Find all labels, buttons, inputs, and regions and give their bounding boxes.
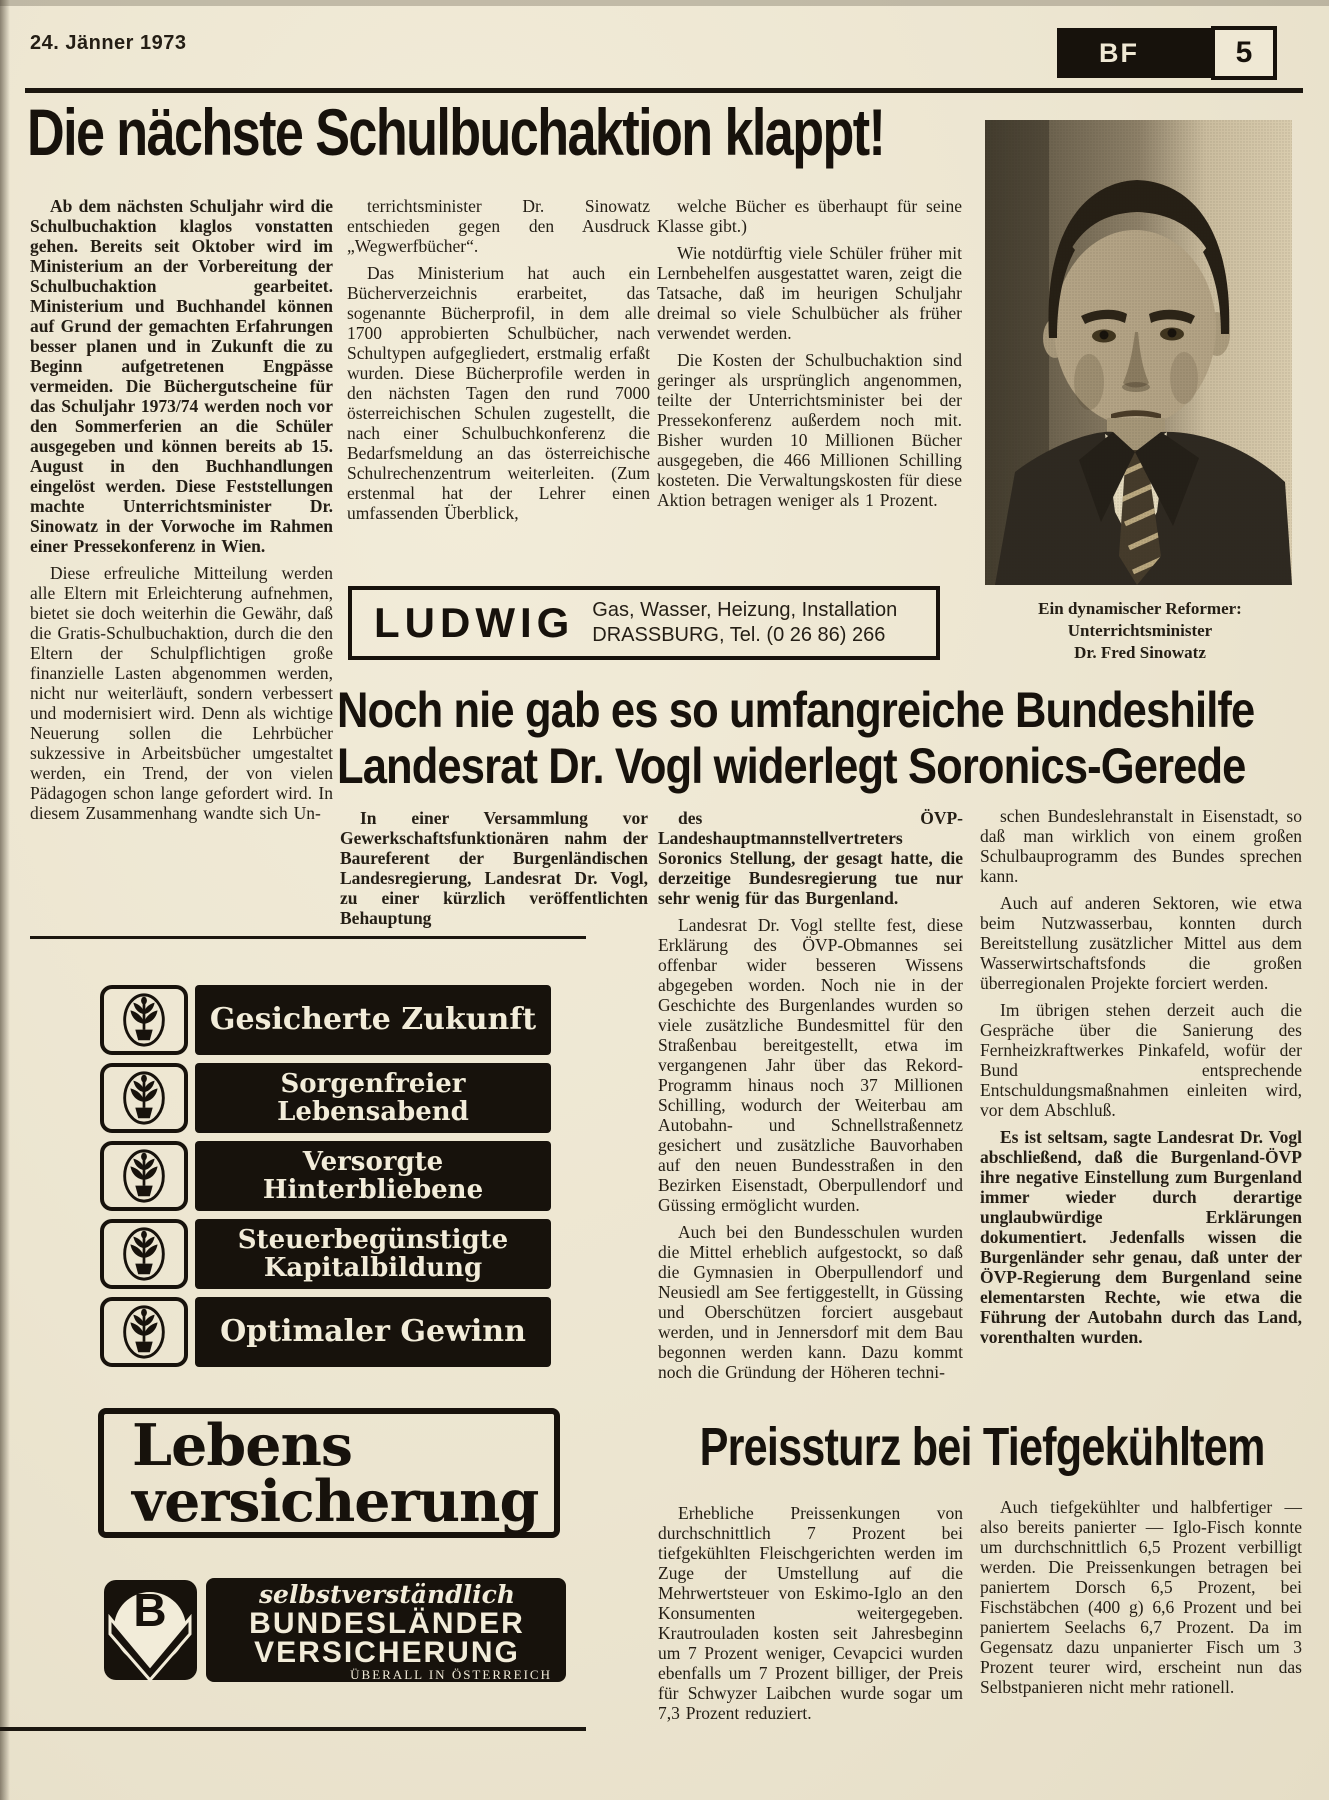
caption-line: Dr. Fred Sinowatz — [1074, 643, 1206, 662]
benefit-label: Gesicherte Zukunft — [209, 1001, 537, 1037]
portrait-photo — [985, 120, 1292, 585]
plant-icon — [115, 1303, 173, 1361]
brand-script-line: selbstverständlich — [258, 1580, 516, 1609]
plant-icon-box — [100, 1063, 188, 1133]
article3-column1 — [658, 1503, 963, 1730]
article1-paragraph: Wie notdürftig viele Schüler früher mit Lernbehelfen ausgestattet waren, zeigt die Tatsache, daß im heurigen Schuljahr dreimal so viele Schulbücher als früher verwendet werden. — [657, 243, 962, 343]
life-insurance-box — [98, 1408, 560, 1538]
portrait-photo-illustration — [985, 120, 1292, 585]
bundeslaender-banner — [206, 1578, 566, 1682]
article2-paragraph: Auch auf anderen Sektoren, wie etwa beim Nutzwasserbau, konnten durch Bereitstellung zusätzlicher Mittel aus dem Wasserwirtschaftsfonds die großen überregionalen Projekte forciert werden. — [980, 893, 1302, 993]
benefit-label: Lebensabend — [277, 1097, 469, 1127]
caption-line: Ein dynamischer Reformer: — [1038, 599, 1242, 618]
plant-icon-box — [100, 1141, 188, 1211]
life-insurance-line1: Lebens — [132, 1412, 352, 1479]
insurance-benefit-row — [100, 985, 551, 1055]
insurance-benefit-row — [100, 1297, 551, 1367]
article2-paragraph: Im übrigen stehen derzeit auch die Gespräche über die Sanierung des Fernheizkraftwerkes Pinkafeld, wofür der Bund entsprechende Entschuldungsmaßnahmen einleiten wird, vor dem Abschluß. — [980, 1000, 1302, 1120]
bv-logo — [102, 1578, 199, 1682]
insurance-benefit-banner — [195, 1219, 551, 1289]
bv-logo-letter: B — [133, 1584, 167, 1636]
article1-paragraph: welche Bücher es überhaupt für seine Klasse gibt.) — [657, 196, 962, 236]
article2-intro-column — [340, 808, 648, 935]
caption-line: Unterrichtsminister — [1067, 621, 1213, 640]
article2-column3 — [980, 806, 1302, 1354]
brand-name-line2: VERSICHERUNG — [254, 1636, 520, 1669]
section-code: BF — [1099, 37, 1139, 68]
ludwig-ad — [348, 586, 940, 660]
article3-headline: Preissturz bei Tiefgekühltem — [700, 1417, 1266, 1477]
benefit-label: Versorgte — [302, 1146, 444, 1177]
ludwig-ad-services: Gas, Wasser, Heizung, Installation — [592, 599, 898, 621]
article1-column2 — [347, 196, 650, 530]
article1-paragraph: Die Kosten der Schulbuchaktion sind geringer als ursprünglich angenommen, teilte der Unterrichtsminister bei der Pressekonferenz außerdem noch mit. Bisher wurden 10 Millionen Bücher ausgegeben, die 466 Millionen Schilling kosteten. Die Verwaltungskosten für diese Aktion betragen weniger als 1 Prozent. — [657, 350, 962, 510]
scan-edge-shadow — [0, 0, 10, 1800]
article2-paragraph: des ÖVP-Landeshauptmannstellvertreters Soronics Stellung, der gesagt hatte, die derzeitige Bundesregierung tue nur sehr wenig für das Burgenland. — [658, 808, 963, 908]
article2-headline — [337, 682, 1329, 794]
life-insurance-line2: versicherung — [132, 1468, 539, 1535]
insurance-benefit-banner — [195, 1297, 551, 1367]
ludwig-ad-logo: LUDWIG — [374, 599, 575, 646]
plant-icon-box — [100, 985, 188, 1055]
plant-icon — [115, 1147, 173, 1205]
article3-paragraph: Auch tiefgekühlter und halbfertiger — also bereits panierter — Iglo-Fisch konnte um durchschnittlich 6,5 Prozent verbilligt werden. Die Preissenkungen betragen bei paniertem Dorsch 6,5 Prozent, bei Fischstäbchen (400 g) 6,6 Prozent und bei paniertem Seelachs 6,7 Prozent. Da im Gegensatz dazu unpanierter Fisch um 3 Prozent teurer wird, erscheint nun das Selbstpanieren nicht mehr rationell. — [980, 1497, 1302, 1697]
ludwig-ad-contact — [592, 598, 897, 648]
plant-icon — [115, 1225, 173, 1283]
benefit-label: Kapitalbildung — [263, 1253, 483, 1283]
ludwig-ad-phone: DRASSBURG, Tel. (0 26 86) 266 — [592, 624, 886, 646]
plant-icon — [115, 991, 173, 1049]
page-number: 5 — [1215, 30, 1273, 76]
insurance-benefit-banner — [195, 985, 551, 1055]
article3-paragraph: Erhebliche Preissenkungen von durchschnittlich 7 Prozent bei tiefgekühlten Fleischgerichten werden im Zuge der Umstellung auf die Mehrwertsteuer von Eskimo-Iglo an den Konsumenten weitergegeben. Krautrouladen kosten seit Jahresbeginn um 7 Prozent weniger, Cevapcici wurden ebenfalls um 7 Prozent billiger, der Preis für Schwyzer Laibchen wurde sogar um 7,3 Prozent reduziert. — [658, 1503, 963, 1723]
main-headline: Die nächste Schulbuchaktion klappt! — [27, 95, 885, 169]
article2-paragraph: Es ist seltsam, sagte Landesrat Dr. Vogl abschließend, daß die Burgenland-ÖVP ihre negative Einstellung zum Burgenland immer wieder durch derartige unglaubwürdige Erklärungen dokumentiert. Jedenfalls wissen die Burgenländer sehr genau, daß unter der ÖVP-Regierung dem Burgenland seine elementarsten Rechte, wie etwa die Führung der Autobahn durch das Land, vorenthalten wurden. — [980, 1127, 1302, 1347]
article2-column2 — [658, 808, 963, 1389]
photo-caption — [972, 598, 1308, 664]
insurance-benefit-row — [100, 1219, 551, 1289]
article1-paragraph: terrichtsminister Dr. Sinowatz entschieden gegen den Ausdruck „Wegwerfbücher“. — [347, 196, 650, 256]
bv-logo-icon — [102, 1578, 199, 1682]
article2-paragraph: schen Bundeslehranstalt in Eisenstadt, so daß man wirklich von einem großen Schulbauprogramm des Bundes sprechen kann. — [980, 806, 1302, 886]
article2-headline-line1: Noch nie gab es so umfangreiche Bundeshilfe — [337, 682, 1255, 738]
benefit-label: Optimaler Gewinn — [220, 1313, 526, 1349]
insurance-benefit-banner — [195, 1063, 551, 1133]
header-rule — [25, 88, 1303, 93]
page-date: 24. Jänner 1973 — [30, 32, 187, 54]
plant-icon-box — [100, 1297, 188, 1367]
plant-icon — [115, 1069, 173, 1127]
scan-top-shadow — [0, 0, 1329, 6]
article2-paragraph: In einer Versammlung vor Gewerkschaftsfunktionären nahm der Baureferent der Burgenländischen Landesregierung, Landesrat Dr. Vogl, zu einer kürzlich veröffentlichten Behauptung — [340, 808, 648, 928]
article1-paragraph: Diese erfreuliche Mitteilung werden alle Eltern mit Erleichterung aufnehmen, bietet sie doch weiterhin die Gewähr, daß die Gratis-Schulbuchaktion, durch die den Eltern der Schulpflichtigen große finanzielle Lasten abgenommen werden, nicht nur weiterläuft, sondern verbessert und modernisiert wird. Denn als wichtige Neuerung sollen die Lehrbücher sukzessive in Arbeitsbücher umgestaltet werden, ein Trend, der von vielen Pädagogen schon lange gefordert wird. In diesem Zusammenhang wandte sich Un- — [30, 563, 333, 823]
article2-headline-line2: Landesrat Dr. Vogl widerlegt Soronics-Gerede — [337, 738, 1246, 794]
article3-column2 — [980, 1497, 1302, 1704]
article1-paragraph: Ab dem nächsten Schuljahr wird die Schulbuchaktion klaglos vonstatten gehen. Bereits seit Oktober wird im Ministerium an der Vorbereitung der Schulbuchaktion gearbeitet. Ministerium und Buchhandel können auf Grund der gemachten Erfahrungen besser planen und in Zukunft die zu Beginn aufgetretenen Engpässe vermeiden. Die Büchergutscheine für das Schuljahr 1973/74 werden noch vor den Sommerferien an die Schüler ausgegeben und können bereits ab 15. August in den Buchhandlungen eingelöst werden. Diese Feststellungen machte Unterrichtsminister Dr. Sinowatz in der Vorwoche im Rahmen einer Pressekonferenz in Wien. — [30, 196, 333, 556]
insurance-benefit-row — [100, 1141, 551, 1211]
benefit-label: Sorgenfreier — [280, 1068, 466, 1099]
brand-tagline: ÜBERALL IN ÖSTERREICH — [350, 1667, 552, 1682]
brand-name-line1: BUNDESLÄNDER — [249, 1607, 525, 1640]
article2-paragraph: Auch bei den Bundesschulen wurden die Mittel erheblich aufgestockt, so daß die Gymnasien in Oberpullendorf und Neusiedl am See fertiggestellt, in Güssing und Oberschützen forciert ausgebaut werden, und in Jennersdorf mit dem Bau begonnen werden kann. Dazu kommt noch die Gründung der Höheren techni- — [658, 1222, 963, 1382]
article1-column3 — [657, 196, 962, 517]
benefit-label: Hinterbliebene — [262, 1175, 484, 1205]
article1-column1 — [30, 196, 333, 830]
plant-icon-box — [100, 1219, 188, 1289]
article2-paragraph: Landesrat Dr. Vogl stellte fest, diese Erklärung des ÖVP-Obmannes sei offenbar wider besseren Wissens abgegeben worden. Noch nie in der Geschichte des Burgenlandes wurden so viele zusätzliche Bundesmittel für den Straßenbau bereitgestellt, etwa im vergangenen Jahr über das Rekord-Programm hinaus noch 37 Millionen Schilling, wodurch der Weiterbau am Autobahn- und Schnellstraßennetz gesichert und zusätzliche Bauvorhaben auf den neuen Bundesstraßen in den Bezirken Eisenstadt, Oberpullendorf und Güssing ermöglicht wurden. — [658, 915, 963, 1215]
bottom-left-rule — [0, 1727, 586, 1731]
insurance-ad-top-rule — [30, 936, 586, 939]
section-badge — [1057, 28, 1275, 78]
article1-paragraph: Das Ministerium hat auch ein Bücherverzeichnis erarbeitet, das sogenannte Bücherprofil, in dem alle 1700 approbierten Schulbücher, nach Schultypen aufgegliedert, erstmalig erfaßt wurden. Diese Bücherprofile werden in den nächsten Tagen den rund 7000 österreichischen Schulen zugestellt, die nach einer Schulbuchkonferenz die Bedarfsmeldung an das österreichische Schulrechenzentrum weiterleiten. (Zum erstenmal hat der Lehrer einen umfassenden Überblick, — [347, 263, 650, 523]
insurance-benefit-row — [100, 1063, 551, 1133]
benefit-label: Steuerbegünstigte — [237, 1224, 509, 1255]
insurance-benefit-banner — [195, 1141, 551, 1211]
